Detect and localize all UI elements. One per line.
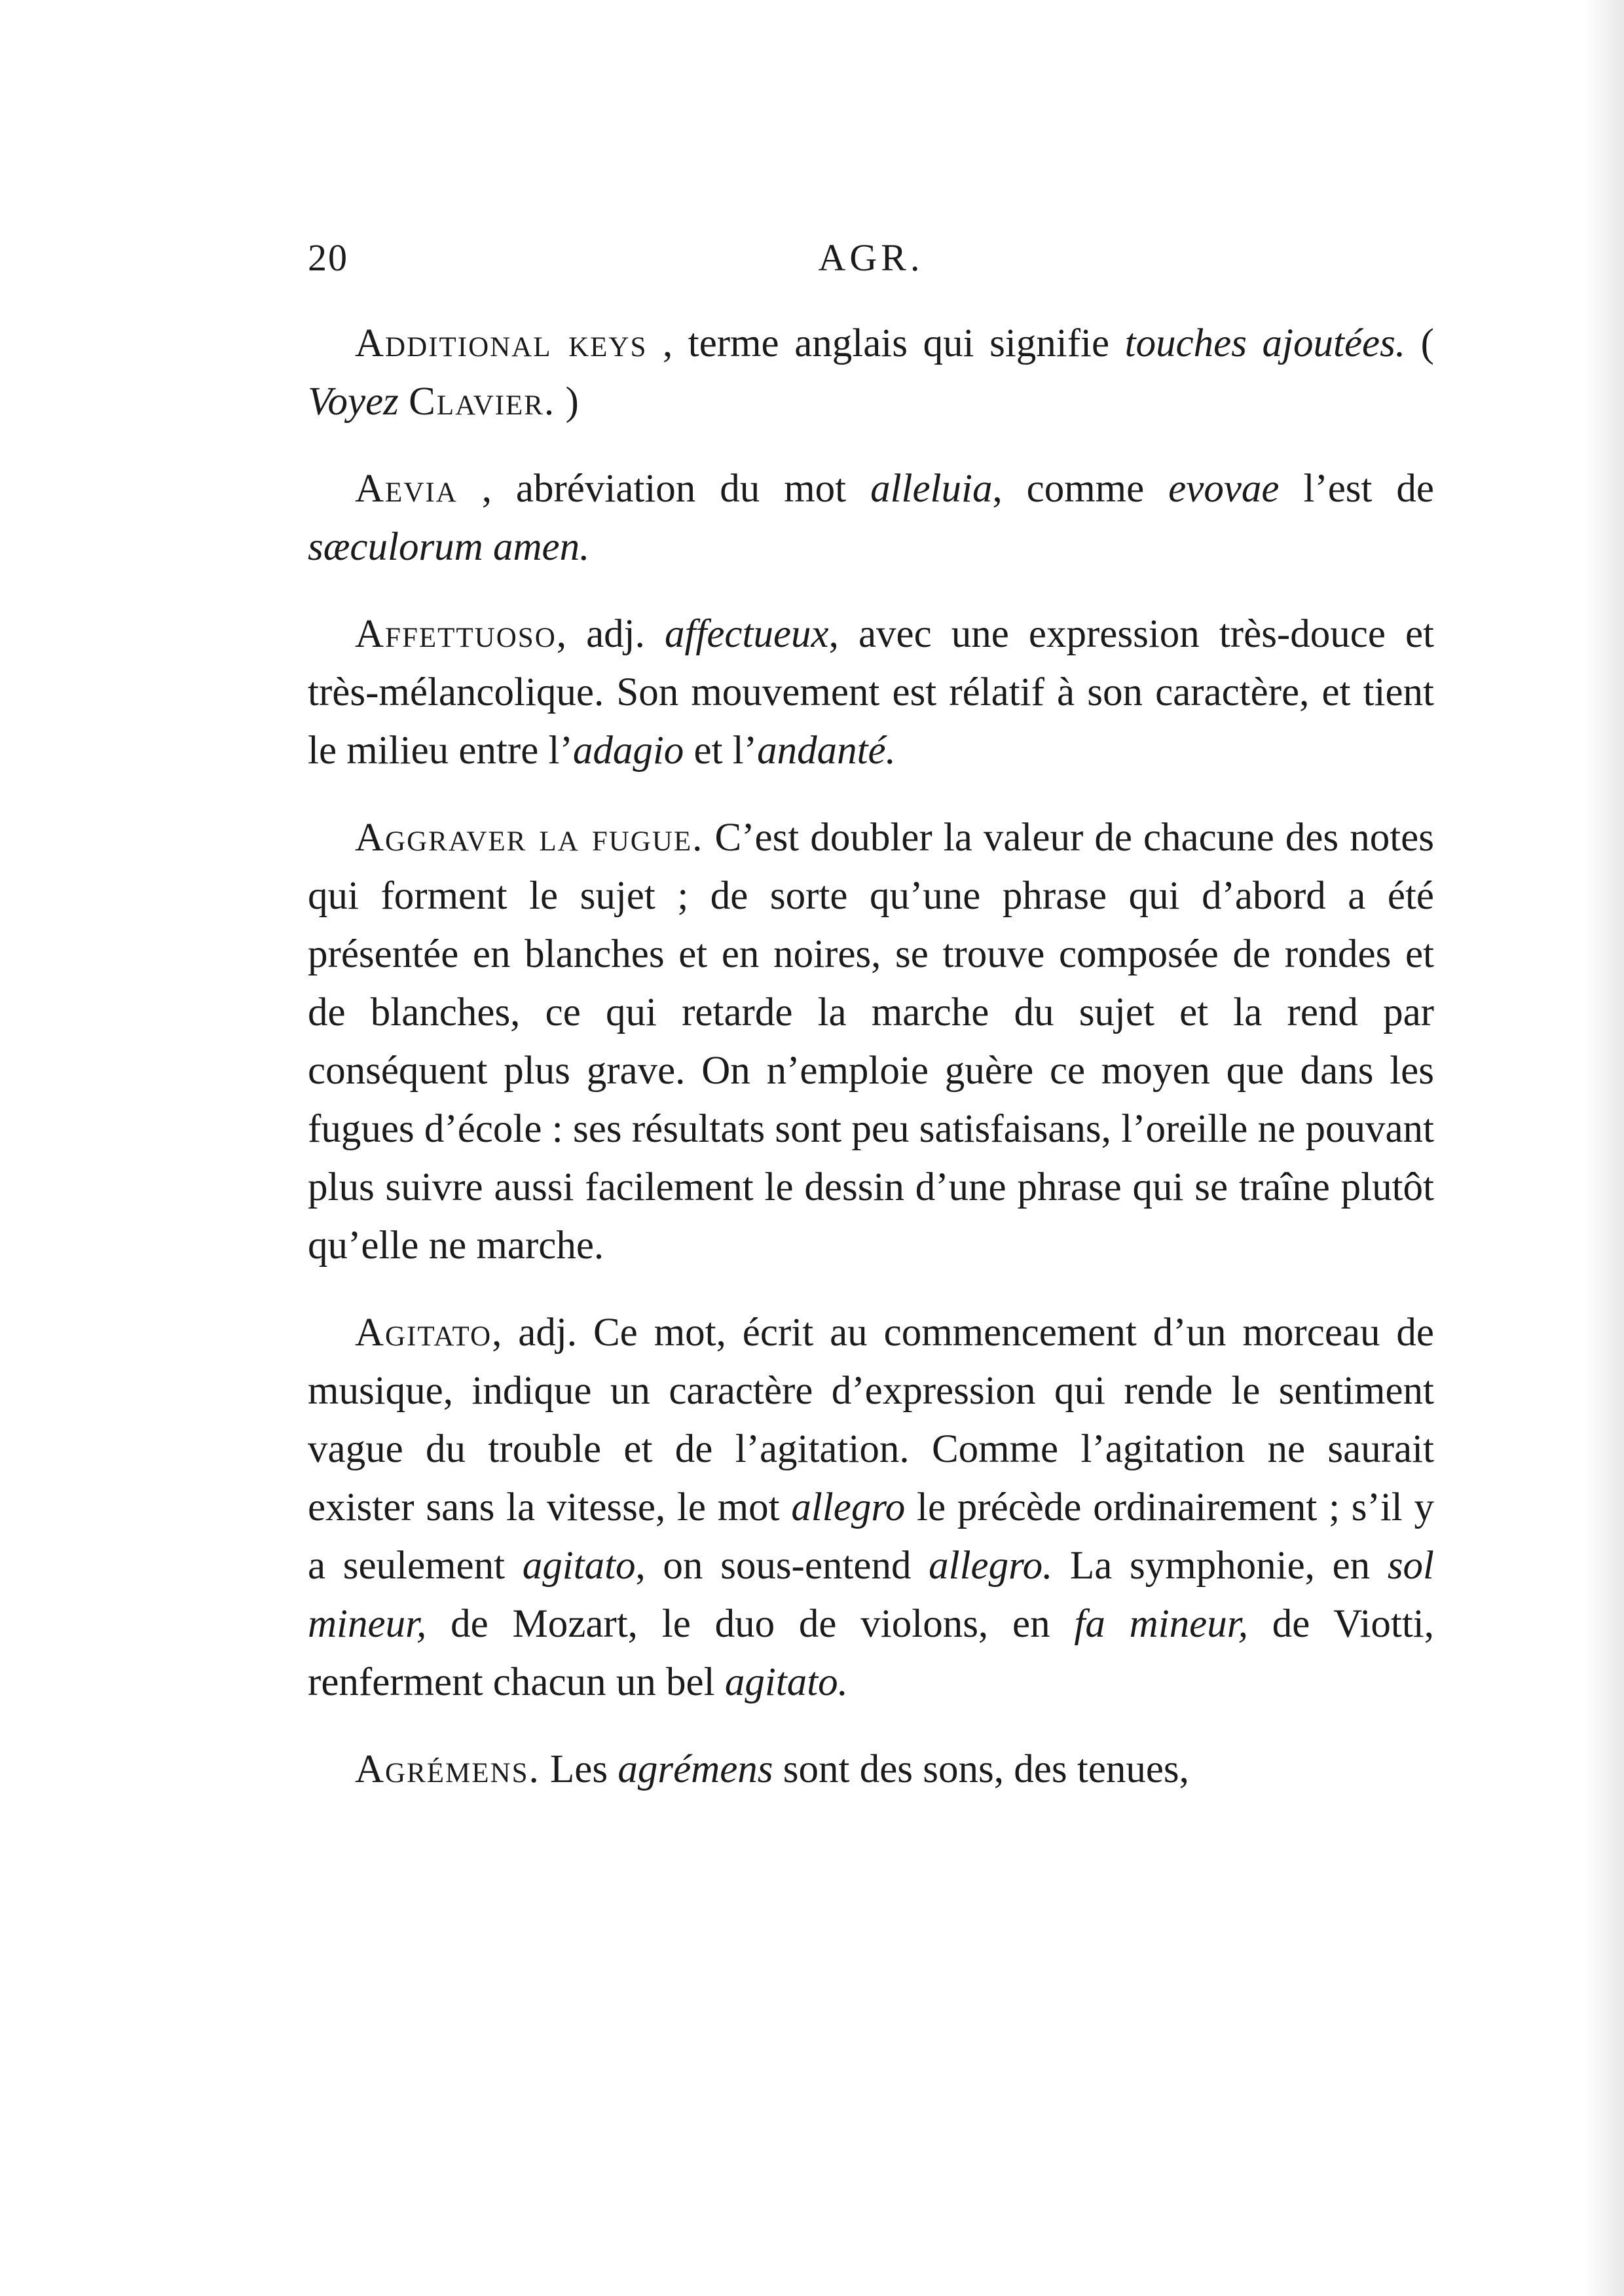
entry-text: , comme <box>992 467 1169 511</box>
dictionary-entry <box>308 1740 1434 1798</box>
entry-text: , adj. <box>556 612 665 656</box>
entry-headword: Agitato <box>355 1311 492 1355</box>
entry-text: ) <box>555 380 579 424</box>
entry-text <box>399 380 409 424</box>
page-edge-shadow <box>1585 0 1624 2296</box>
entry-text: , adj. Ce mot, écrit au commencement d’un morceau de musique, indique un caractère d’expression qui rende le sentiment vague du trouble et de l’agitation. Comme l’agitation ne saurait exister sans la vitesse, le mot <box>308 1311 1434 1529</box>
italic-term: allegro <box>791 1485 906 1529</box>
italic-term: fa mineur, <box>1074 1602 1248 1646</box>
italic-term: sæculorum amen. <box>308 525 590 569</box>
italic-term: alleluia <box>870 467 993 511</box>
italic-term: evovae <box>1168 467 1280 511</box>
italic-term: allegro. <box>929 1544 1053 1588</box>
italic-term: touches ajoutées. <box>1124 321 1406 365</box>
entry-text: et l’ <box>684 729 758 773</box>
dictionary-entry <box>308 605 1434 780</box>
dictionary-entry <box>308 1303 1434 1711</box>
entry-headword: Agrémens. <box>355 1747 540 1791</box>
italic-term: agitato. <box>724 1660 848 1704</box>
entry-text: le précède ordinairement ; s’il y a seulement <box>308 1485 1434 1588</box>
entry-text: C’est doubler la valeur de chacune des notes qui forment le sujet ; de sorte qu’une phrase qui d’abord a été présentée en blanches et en noires, se trouve composée de rondes et de blanches, ce qui retarde la marche du sujet et la rend par conséquent plus grave. On n’emploie guère ce moyen que dans les fugues d’école : ses résultats sont peu satisfaisans, l’oreille ne pouvant plus suivre aussi facilement le dessin d’une phrase qui se traîne plutôt qu’elle ne marche. <box>308 816 1435 1267</box>
entry-text: La symphonie, en <box>1052 1544 1388 1588</box>
entry-text: , avec une expression très-douce et très-mélancolique. Son mouvement est rélatif à son caractère, et tient le milieu entre l’ <box>308 612 1434 773</box>
entry-text: l’est de <box>1279 467 1434 511</box>
italic-term: Voyez <box>308 380 399 424</box>
italic-term: sol mineur, <box>308 1544 1434 1646</box>
entry-headword: Aevia <box>355 467 458 511</box>
entry-text: , terme anglais qui signifie <box>647 321 1125 365</box>
page-header <box>308 236 1434 288</box>
dictionary-entry <box>308 460 1434 576</box>
italic-term: agitato <box>522 1544 636 1588</box>
entry-headword: Additional keys <box>355 321 648 365</box>
entry-text: , abréviation du mot <box>457 467 871 511</box>
italic-term: agrémens <box>618 1747 773 1791</box>
italic-term: andanté. <box>757 729 896 773</box>
entry-text: ( <box>1405 321 1434 365</box>
entry-text: de Viotti, renferment chacun un bel <box>308 1602 1435 1704</box>
entry-headword: Affettuoso <box>355 612 557 656</box>
entry-text: de Mozart, le duo de violons, en <box>426 1602 1075 1646</box>
page-number: 20 <box>308 236 348 279</box>
dictionary-entries <box>308 314 1434 1798</box>
entry-text: sont des sons, des tenues, <box>773 1747 1189 1791</box>
entry-text: , on sous-entend <box>635 1544 929 1588</box>
italic-term: affectueux <box>664 612 829 656</box>
dictionary-entry <box>308 314 1434 431</box>
italic-term: adagio <box>572 729 684 773</box>
entry-headword: Aggraver la fugue. <box>355 816 704 860</box>
dictionary-entry <box>308 809 1434 1275</box>
entry-text: Les <box>540 1747 618 1791</box>
cross-reference: Clavier. <box>409 380 556 424</box>
running-head: AGR. <box>818 236 924 279</box>
